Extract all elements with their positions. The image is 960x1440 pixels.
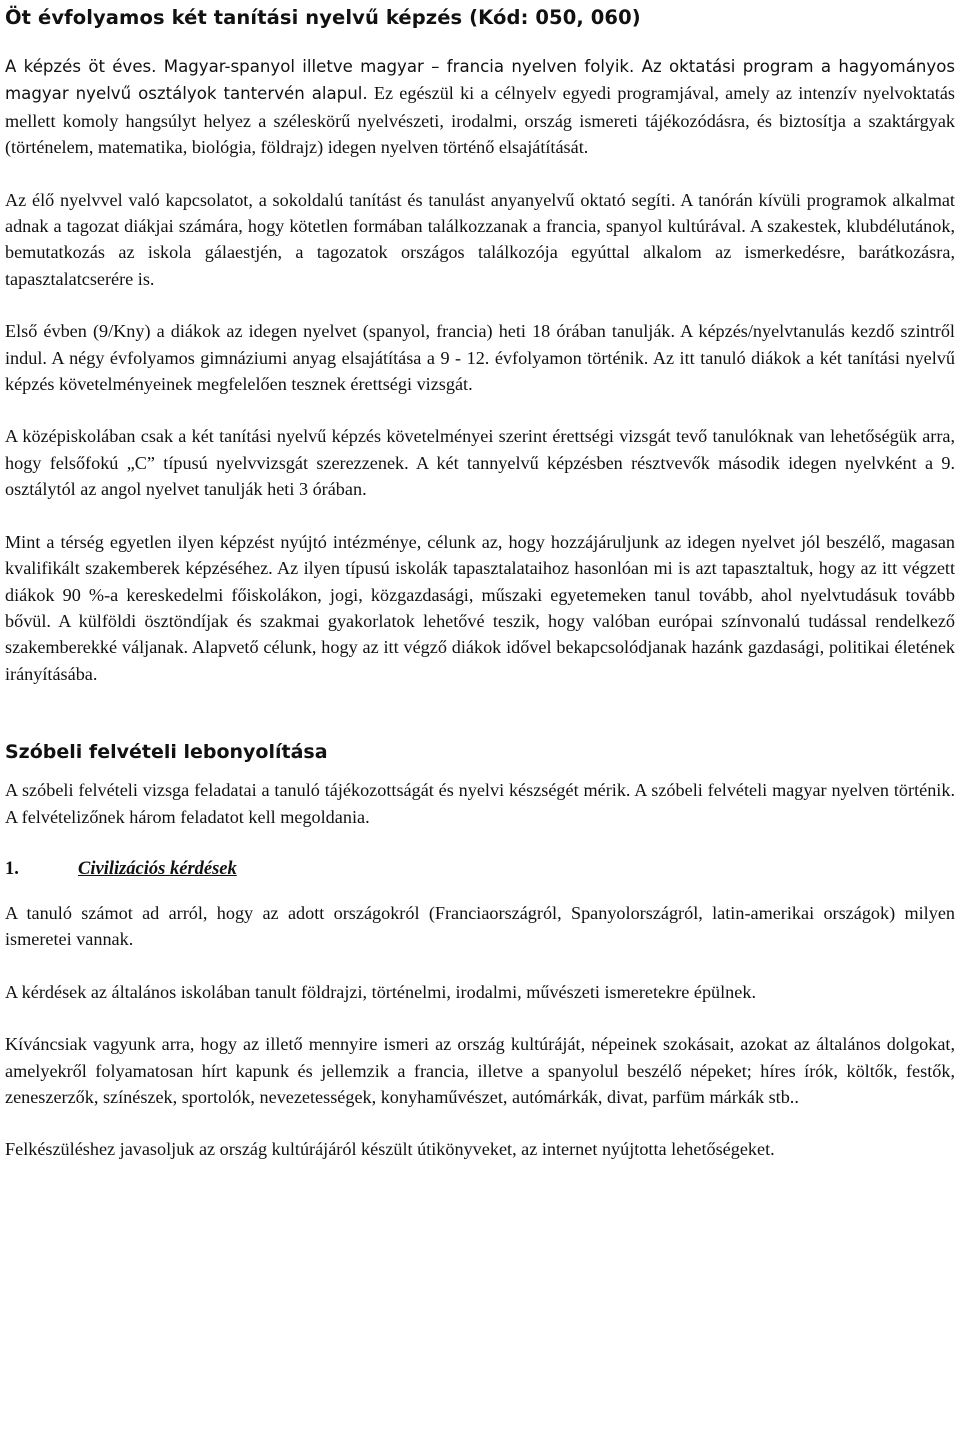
contact-text-b: A szakestek, klubdélutánok, bemutatkozás az iskola gálaestjén, a tagozatok országos találkozója egyúttal alkalom az ismerkedésre, barátkozásra, tapasztalatcserére is. xyxy=(5,216,955,289)
paragraph-countries: A tanuló számot ad arról, hogy az adott országokról (Franciaországról, Spanyolországról, latin-amerikai országok) milyen ismeretei vannak. xyxy=(5,902,955,950)
paragraph-goals: Mint a térség egyetlen ilyen képzést nyújtó intézménye, célunk az, hogy hozzájáruljunk az idegen nyelvet jól beszélő, magasan kvalifikált szakemberek képzéséhez. Az ilyen típusú iskolák tapasztalataihoz hasonlóan mi is azt tapasztaltuk, hogy az itt végzett diákok 90 %-a kereskedelmi főiskolákon, jogi, közgazdasági, műszaki egyetemeken tanul tovább, ahol nyelvtudásuk tovább bővül. A külföldi ösztöndíjak és szakmai gyakorlatok lehetővé teszik, hogy valóban európai színvonalú tudással rendelkező szakemberekké váljanak. Alapvető célunk, hogy az itt végző diákok idővel bekapcsolódjanak hazánk gazdasági, politikai életének irányításába. xyxy=(5,531,955,684)
document-page xyxy=(5,0,955,1163)
paragraph-oral-exam: A szóbeli felvételi vizsga feladatai a tanuló tájékozottságát és nyelvi készségét mérik. A szóbeli felvételi magyar nyelven történik. A felvételizőnek három feladatot kell megoldania. xyxy=(5,780,955,827)
section-heading: Szóbeli felvételi lebonyolítása xyxy=(5,741,328,764)
contact-text-a: Az élő nyelvvel való kapcsolatot, a sokoldalú tanítást és tanulást anyanyelvű oktató segíti. A tanórán kívüli programok alkalmat adnak a tagozat diákjai számára, hogy kötetlen formában találkozzanak a francia, spanyol kultúrával. xyxy=(5,189,955,237)
paragraph-first-year: Első évben (9/Kny) a diákok az idegen nyelvet (spanyol, francia) heti 18 órában tanulják. A képzés/nyelvtanulás kezdő szintről indul. A négy évfolyamos gimnáziumi anyag elsajátítása a 9 - 12. évfolyamon történik. Az itt tanuló diákok a két tanítási nyelvű képzés követelményeinek megfelelően tesznek érettségi vizsgát. xyxy=(5,321,955,395)
subsection-label: Civilizációs kérdések xyxy=(78,858,237,879)
paragraph-exam: A középiskolában csak a két tanítási nyelvű képzés követelményei szerint érettségi vizsgát tevő tanulóknak van lehetőségük arra, hogy felsőfokú „C” típusú nyelvvizsgát szerezzenek. A két tannyelvű képzésben résztvevők második idegen nyelvként a 9. osztálytól az angol nyelvet tanulják heti 3 órában. xyxy=(5,426,955,500)
paragraph-language-contact xyxy=(5,187,955,293)
intro-text-b: Ez egészül ki a célnyelv egyedi programjával, amely az intenzív nyelvoktatás mellett komoly hangsúlyt helyez a széleskörű nyelvészeti, irodalmi, ország ismereti tájékozódásra, és biztosítja a szaktárgyak (történelem, matematika, biológia, földrajz) idegen nyelven történő elsajátítását. xyxy=(5,83,955,158)
paragraph-intro xyxy=(5,53,955,161)
paragraph-culture: Kíváncsiak vagyunk arra, hogy az illető mennyire ismeri az ország kultúráját, népeinek szokásait, azokat az általános dolgokat, amelyekről folyamatosan hírt kapunk és jellemzik a francia, illetve a spanyolul beszélő népeket; híres írók, költők, festők, zeneszerzők, színészek, sportolók, nevezetességek, konyhaművészet, autómárkák, divat, parfüm márkák stb.. xyxy=(5,1034,955,1107)
page-title: Öt évfolyamos két tanítási nyelvű képzés (Kód: 050, 060) xyxy=(5,6,641,29)
subsection-heading xyxy=(5,856,955,882)
intro-text-a: A képzés öt éves. Magyar-spanyol illetve magyar – francia nyelven folyik. Az oktatási program a hagyományos magyar nyelvű osztályok tantervén alapul. xyxy=(5,57,955,104)
paragraph-preparation: Felkészüléshez javasoljuk az ország kultúrájáról készült útikönyveket, az internet nyújtotta lehetőségeket. xyxy=(5,1139,775,1160)
paragraph-questions: A kérdések az általános iskolában tanult földrajzi, történelmi, irodalmi, művészeti ismeretekre épülnek. xyxy=(5,981,756,1002)
subsection-number: 1. xyxy=(5,858,19,879)
